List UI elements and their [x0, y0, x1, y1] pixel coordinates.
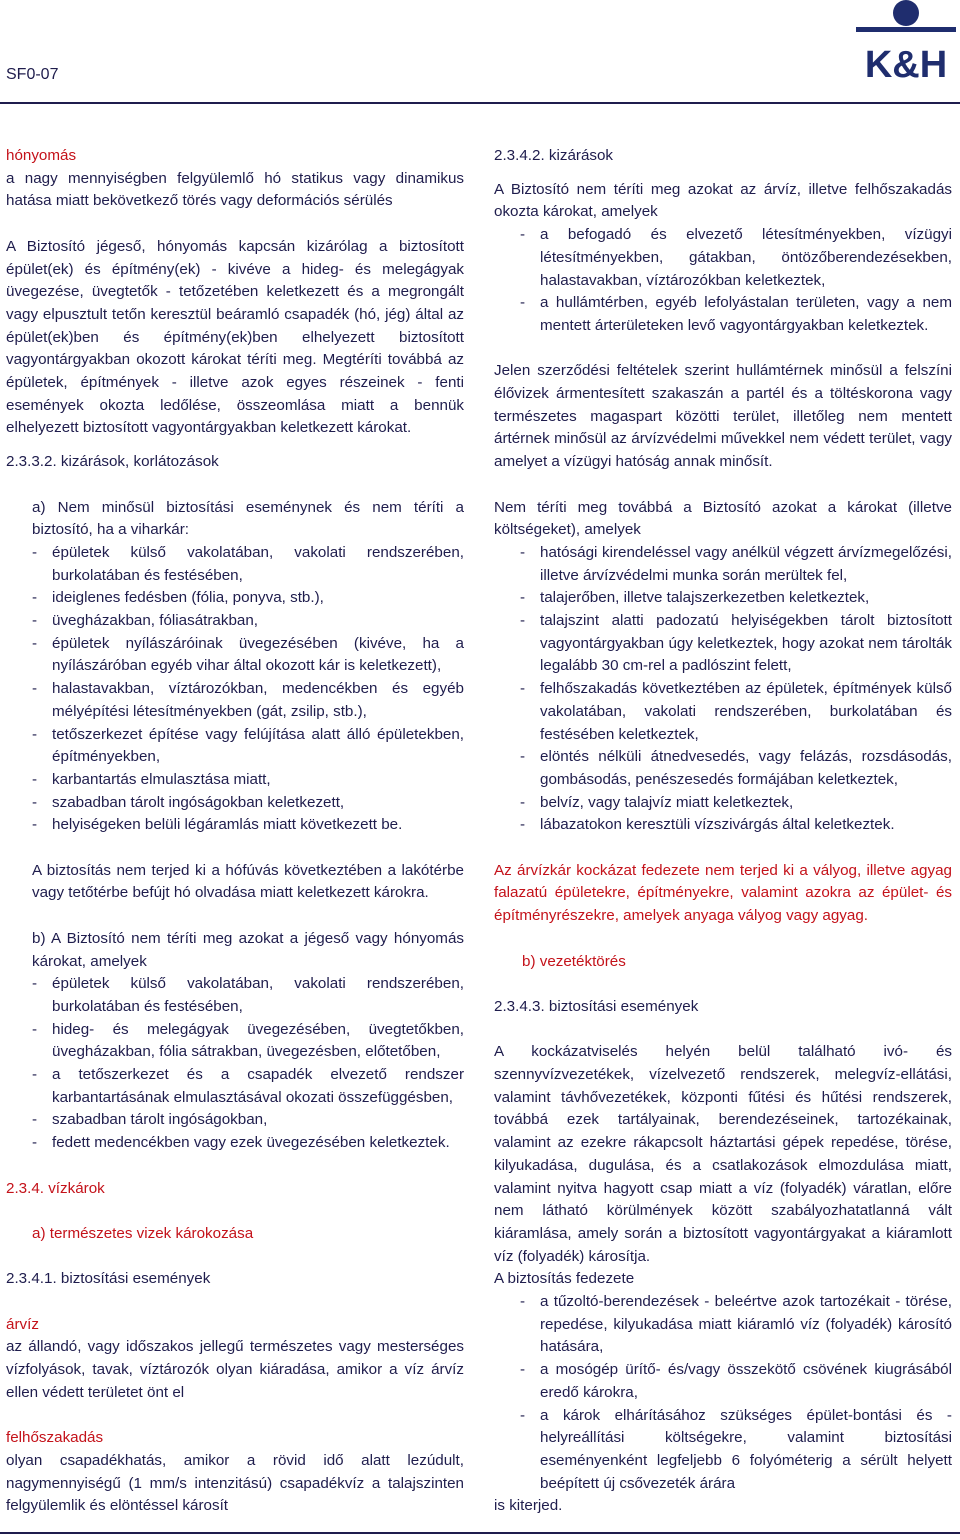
list-item: - talajerőben, illetve talajszerkezetben keletkeztek,: [494, 587, 952, 610]
list-item: - a károk elhárításához szükséges épület-bontási és -helyreállítási költségekre, valamint biztosítási eseményenként legfeljebb 6 folyóméterig a sérült helyett beépített új csővezeték árára: [494, 1405, 952, 1496]
right-column: [494, 145, 952, 1518]
list-item: - fedett medencékben vagy ezek üvegezésében keletkeztek.: [6, 1132, 464, 1155]
honyomas-title: hónyomás: [6, 147, 77, 164]
list-item: - lábazatokon keresztüli vízszivárgás által keletkeztek.: [494, 814, 952, 837]
felhoszakadas-definition: olyan csapadékhatás, amikor a rövid idő alatt lezúdult, nagymennyiségű (1 mm/s intenzitású) csapadékvíz a talajszinten felgyülemlik és elöntéssel károsít: [6, 1451, 464, 1515]
list-item: - elöntés nélküli átnedvesedés, vagy felázás, rozsdásodás, gombásodás, penészesedés formájában keletkeztek,: [494, 746, 952, 791]
list-item: - a tetőszerkezet és a csapadék elvezető rendszer karbantartásának elmulasztásával okozati összefüggésben,: [6, 1064, 464, 1109]
section-234-title: 2.3.4. vízkárok: [6, 1179, 105, 1197]
list-item: - hatósági kirendeléssel vagy anélkül végzett árvízmegelőzési, illetve árvízvédelmi munka során merültek fel,: [494, 542, 952, 587]
arviz-exclusion-intro: A Biztosító nem téríti meg azokat az árvíz, illetve felhőszakadás okozta károkat, amelyek: [494, 180, 952, 221]
svg-text:K&H: K&H: [864, 44, 948, 80]
vezetektores-paragraph: A kockázatviselés helyén belül található ivó- és szennyvízvezetékek, vízelvezető rendszerek, melegvíz-ellátási, valamint távhővezetékek, központi fűtési és hűtési rendszerek, továbbá ezek tartályainak, berendezéseinek, tartozékainak, valamint az ezekre rákapcsolt háztartási gépek repedése, törése, kilyukadása, dugulása, és a csatlakozások elmozdulása miatt, valamint nyitva hagyott csap miatt a víz (folyadék) váratlan, előre nem látható körülmények között szabályozhatatlanná vált kiáramlása, amely során a biztosított vagyontárgyakat a kiáramlott víz (folyadék) károsítja.: [494, 1043, 952, 1265]
section-2332-title: 2.3.3.2. kizárások, korlátozások: [6, 453, 219, 471]
list-item: - tetőszerkezet építése vagy felújítása alatt álló épületekben, építményekben,: [6, 724, 464, 769]
jeges-paragraph: A Biztosító jégeső, hónyomás kapcsán kizárólag a biztosított épület(ek) és építmény(ek) - kivéve a hideg- és melegágyak üvegezése, üvegtetők - tetőzetében keletkezett és a megrongált vagy elpusztult tetőn keresztül beáramló csapadék (hó, jég) által az épület(ek)ben és építmény(ek)ben elhelyezett biztosított vagyontárgyakban okozott károkat téríti meg. Megtéríti továbbá az épületek, építmények - illetve azok egyes részeinek - fenti események okozta ledőlése, összeomlása miatt a bennük elhelyezett biztosított vagyontárgyakban keletkezett károkat.: [6, 237, 464, 437]
arviz-title: árvíz: [6, 1315, 39, 1333]
list-item: - helyiségeken belüli légáramlás miatt következett be.: [6, 814, 464, 837]
list-item: - üvegházakban, fóliasátrakban,: [6, 610, 464, 633]
list-item: - hideg- és melegágyak üvegezésében, üvegtetőkben, üvegházakban, fólia sátrakban, üvegezésben, előtetőben,: [6, 1019, 464, 1064]
list-item: - épületek nyílászáróinak üvegezésében (kivéve, ha a nyílászáróban egyéb vihar által okozott kár is keletkezett),: [6, 633, 464, 678]
list-item: - ideiglenes fedésben (fólia, ponyva, stb.),: [6, 587, 464, 610]
section-2342-title: 2.3.4.2. kizárások: [494, 147, 614, 164]
list-item: - halastavakban, víztározókban, medencékben és egyéb mélyépítési létesítményekben (gát, zsilip, stb.),: [6, 678, 464, 723]
list-item: - épületek külső vakolatában, vakolati rendszerében, burkolatában és festésében,: [6, 973, 464, 1018]
section-2341-title: 2.3.4.1. biztosítási események: [6, 1270, 211, 1288]
header-rule: [0, 102, 960, 104]
list-item: - szabadban tárolt ingóságokban keletkezett,: [6, 792, 464, 815]
list-item: - a befogadó és elvezető létesítményekben, vízügyi létesítményekben, gátakban, öntözőberendezésekben, halastavakban, víztározókban keletkeztek,: [494, 224, 952, 292]
exclusion-a-intro: a) Nem minősül biztosítási eseménynek és nem téríti a biztosító, ha a viharkár:: [32, 498, 464, 539]
exclusion-b-intro: b) A Biztosító nem téríti meg azokat a jégeső vagy hónyomás károkat, amelyek: [32, 929, 464, 970]
kh-logo: [856, 0, 956, 80]
fedezete-title: A biztosítás fedezete: [494, 1270, 635, 1288]
list-item: - karbantartás elmulasztása miatt,: [6, 769, 464, 792]
list-item: - felhőszakadás következtében az épületek, építmények külső vakolatában, vakolati rendszerében, burkolatában és festésében keletkeztek,: [494, 678, 952, 746]
list-item: - a tűzoltó-berendezések - beleértve azok tartozékait - törése, repedése, kilyukadása miatt kiáramló víz (folyadék) károsító hatására,: [494, 1291, 952, 1359]
list-item: - belvíz, vagy talajvíz miatt keletkeztek,: [494, 792, 952, 815]
hofuvas-paragraph: A biztosítás nem terjed ki a hófúvás következtében a lakótérbe vagy tetőtérbe befújt hó olvadása miatt keletkezett károkra.: [32, 861, 464, 902]
valyog-notice: Az árvízkár kockázat fedezete nem terjed ki a vályog, illetve agyag falazatú épületekre, építményekre, valamint azokra az épület- és építményrészekre, amelyek anyaga vályog vagy agyag.: [494, 861, 952, 925]
list-item: - a mosógép ürítő- és/vagy összekötő csövének kiugrásából eredő károkra,: [494, 1359, 952, 1404]
list-item: - épületek külső vakolatában, vakolati rendszerében, burkolatában és festésében,: [6, 542, 464, 587]
section-2343-title: 2.3.4.3. biztosítási események: [494, 997, 699, 1015]
vezetektores-title: b) vezetéktörés: [522, 952, 626, 970]
koltseg-intro: Nem téríti meg továbbá a Biztosító azokat a károkat (illetve költségeket), amelyek: [494, 498, 952, 539]
list-item: - szabadban tárolt ingóságokban,: [6, 1109, 464, 1132]
felhoszakadas-title: felhőszakadás: [6, 1429, 104, 1447]
section-234a-title: a) természetes vizek károkozása: [32, 1224, 254, 1242]
list-item: - talajszint alatti padozatú helyiségekben tárolt biztosított vagyontárgyakban úgy keletkeztek, hogy azokat nem tárolták legalább 30 cm-rel a padlószint felett,: [494, 610, 952, 678]
kiterjed-text: is kiterjed.: [494, 1497, 563, 1515]
honyomas-definition: a nagy mennyiségben felgyülemlő hó statikus vagy dinamikus hatása miatt bekövetkező törés vagy deformációs sérülés: [6, 169, 464, 210]
arviz-definition: az állandó, vagy időszakos jellegű természetes vagy mesterséges vízfolyások, tavak, víztározók olyan kiáradása, amikor a víz árvíz ellen védett területet önt el: [6, 1338, 464, 1401]
hullamter-paragraph: Jelen szerződési feltételek szerint hullámtérnek minősül a felszíni élővizek ármentesített szakaszán a partél és a töltéskorona vagy természetes magaspart közötti terület, illetőleg nem mentett ártérnek minősül az árvízvédelmi művekkel nem védett terület, vagy amelyet a vízügyi hatóság annak minősít.: [494, 362, 952, 471]
document-code: SF0-07: [6, 66, 59, 83]
list-item: - a hullámtérben, egyéb lefolyástalan területen, vagy a nem mentett árterületeken levő vagyontárgyakban keletkeztek.: [494, 292, 952, 337]
left-column: [6, 145, 464, 1518]
footer-rule: [0, 1532, 960, 1534]
